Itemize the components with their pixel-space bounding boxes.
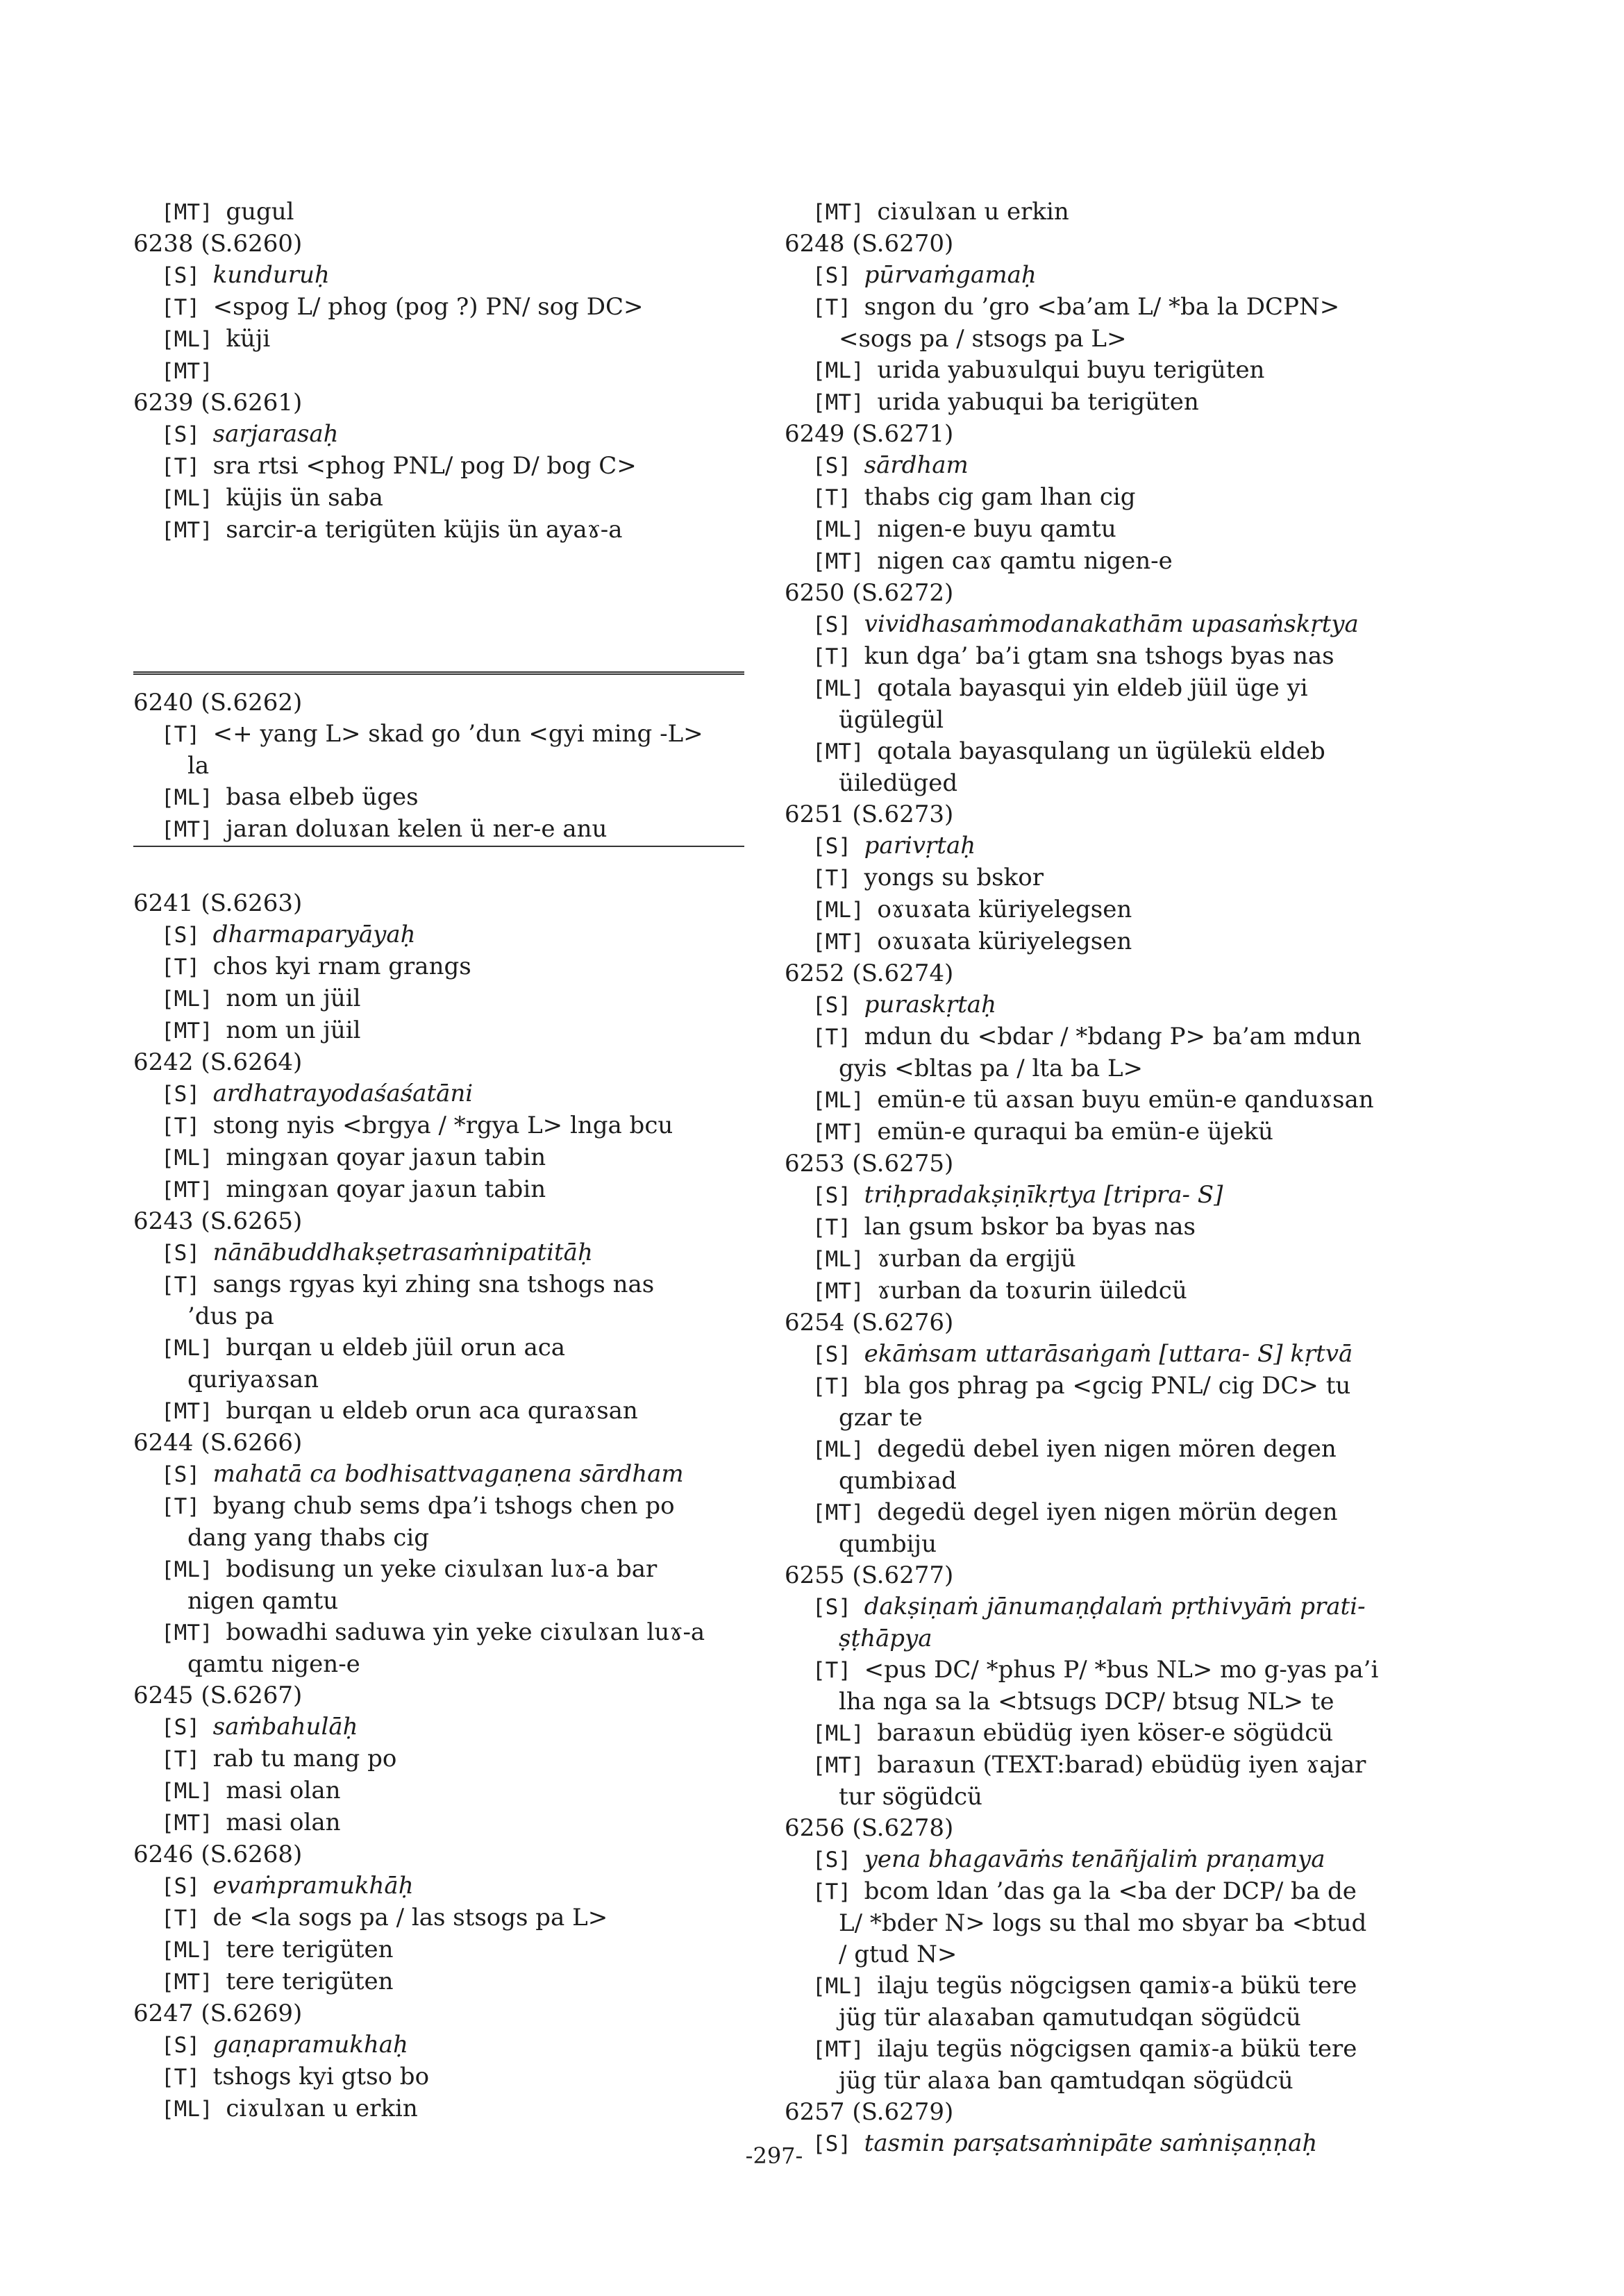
entry-text: urida yabuqui ba terigüten	[877, 388, 1199, 416]
entry-continuation	[133, 1649, 744, 1680]
entry-line	[133, 1743, 744, 1775]
entry-text: L/ *bder N> logs su thal mo sbyar ba <btud	[839, 1909, 1367, 1937]
language-tag: [ML]	[161, 486, 226, 511]
entry-text: gyis <bltas pa / lta ba L>	[839, 1055, 1144, 1082]
language-tag: [T]	[161, 722, 213, 747]
language-tag: [MT]	[812, 1279, 878, 1304]
entry-text: gzar te	[839, 1404, 923, 1432]
entry-number: 6241 (S.6263)	[133, 889, 303, 917]
language-tag: [MT]	[812, 1120, 878, 1145]
entry-text: bodisung un yeke ciɤulɤan luɤ-a bar	[226, 1555, 658, 1583]
entry-line	[133, 483, 744, 514]
language-tag: [S]	[161, 1714, 213, 1740]
language-tag: [ML]	[161, 785, 226, 810]
entry-text: gaṇapramukhaḥ	[212, 2030, 408, 2059]
entry-text: sārdham	[864, 451, 969, 479]
entry-line	[785, 989, 1427, 1021]
entry-text: baraɤun ebüdüg iyen köser-e sögüdcü	[877, 1719, 1334, 1747]
entry-text: mdun du <bdar / *bdang P> ba’am mdun	[864, 1023, 1362, 1050]
language-tag: [S]	[812, 1595, 864, 1620]
entry-line	[133, 292, 744, 324]
entry-continuation	[785, 324, 1427, 355]
entry-continuation	[785, 1908, 1427, 1939]
language-tag: [S]	[161, 922, 213, 948]
language-tag: [S]	[161, 263, 213, 288]
entry-continuation	[785, 1529, 1427, 1560]
language-tag: [S]	[161, 1081, 213, 1107]
entry-number: 6240 (S.6262)	[133, 689, 303, 717]
entry-number: 6251 (S.6273)	[785, 801, 954, 828]
entry-text: burqan u eldeb jüil orun aca	[226, 1333, 566, 1361]
language-tag: [S]	[161, 1240, 213, 1266]
entry-line	[133, 196, 744, 228]
language-tag: [T]	[161, 1905, 213, 1931]
entry-text: masi olan	[226, 1808, 341, 1836]
entry-line	[785, 1084, 1427, 1116]
entry-text: qotala bayasqui yin eldeb jüil üge yi	[877, 674, 1308, 702]
entry-number: 6242 (S.6264)	[133, 1048, 303, 1076]
entry-line	[133, 814, 744, 846]
entry-line	[133, 919, 744, 951]
language-tag: [MT]	[161, 1177, 226, 1203]
entry-text: ṣṭhāpya	[839, 1625, 932, 1652]
entry-number: 6249 (S.6271)	[785, 420, 954, 448]
entry-text: tshogs kyi gtso bo	[212, 2062, 430, 2090]
language-tag: [MT]	[161, 359, 226, 384]
language-tag: [ML]	[812, 1721, 878, 1746]
entry-line	[785, 736, 1427, 768]
language-tag: [MT]	[161, 1620, 226, 1645]
entry-text: stong nyis <brgya / *rgya L> lnga bcu	[212, 1111, 673, 1139]
language-tag: [T]	[161, 295, 213, 320]
entry-line	[133, 951, 744, 983]
entry-line	[133, 324, 744, 355]
entry-continuation	[133, 751, 744, 782]
entry-text: qumbiju	[839, 1530, 937, 1558]
entry-number: 6254 (S.6276)	[785, 1309, 954, 1336]
entry-line	[785, 1116, 1427, 1148]
language-tag: [S]	[812, 263, 864, 288]
entry-line	[785, 1371, 1427, 1402]
entry-line	[785, 260, 1427, 292]
entry-line	[785, 387, 1427, 419]
entry-line	[133, 782, 744, 814]
entry-line	[785, 514, 1427, 546]
entry-text: lan gsum bskor ba byas nas	[864, 1213, 1196, 1241]
entry-line	[133, 1459, 744, 1491]
language-tag: [MT]	[812, 1500, 878, 1525]
entry-text: emün-e tü aɤsan buyu emün-e qanduɤsan	[877, 1086, 1374, 1114]
entry-line	[133, 1775, 744, 1807]
entry-line	[785, 830, 1427, 862]
language-tag: [ML]	[161, 327, 226, 352]
entry-line	[785, 1339, 1427, 1371]
entry-text: basa elbeb üges	[226, 783, 419, 811]
language-tag: [MT]	[161, 817, 226, 842]
language-tag: [ML]	[812, 676, 878, 701]
entry-continuation	[133, 1364, 744, 1396]
entry-text: degedü debel iyen nigen mören degen	[877, 1435, 1337, 1463]
entry-text: emün-e quraqui ba emün-e üjekü	[877, 1118, 1273, 1146]
entry-continuation	[785, 2002, 1427, 2034]
entry-line	[785, 1180, 1427, 1212]
entry-text: nom un jüil	[226, 1016, 361, 1044]
language-tag: [T]	[812, 1215, 864, 1240]
entry-text: saṁbahulāḥ	[212, 1712, 358, 1741]
entry-number: 6248 (S.6270)	[785, 230, 954, 258]
language-tag: [S]	[812, 1342, 864, 1367]
entry-text: ɤurban da ergijü	[877, 1245, 1076, 1273]
entry-line	[785, 673, 1427, 705]
entry-line	[133, 514, 744, 546]
entry-line	[133, 1617, 744, 1649]
entry-line	[133, 1491, 744, 1523]
entry-line	[785, 926, 1427, 958]
entry-number: 6255 (S.6277)	[785, 1561, 954, 1589]
entry-continuation	[133, 1523, 744, 1554]
entry-line	[785, 1497, 1427, 1529]
language-tag: [MT]	[812, 2037, 878, 2062]
entry-line	[133, 355, 744, 387]
entry-line	[133, 1142, 744, 1174]
language-tag: [T]	[812, 1879, 864, 1904]
entry-text: nigen qamtu	[187, 1586, 339, 1615]
entry-line	[133, 1174, 744, 1206]
entry-line	[133, 1966, 744, 1998]
entry-text: bcom ldan ’das ga la <ba der DCP/ ba de	[864, 1877, 1357, 1905]
entry-text: küji	[226, 325, 271, 353]
entry-text: ardhatrayodaśaśatāni	[212, 1079, 474, 1107]
entry-line	[133, 1807, 744, 1839]
entry-line	[785, 2128, 1427, 2160]
entry-line	[133, 1269, 744, 1301]
entry-line	[133, 1711, 744, 1743]
entry-text: degedü degel iyen nigen mörün degen	[877, 1498, 1338, 1526]
entry-text: qumbiɤad	[839, 1467, 957, 1495]
entry-text: tasmin parṣatsaṁnipāte saṁniṣaṇṇaḥ	[864, 2129, 1318, 2157]
entry-line	[785, 2034, 1427, 2065]
entry-text: yongs su bskor	[864, 864, 1044, 891]
entry-text: dharmaparyāyaḥ	[212, 920, 416, 948]
language-tag: [T]	[812, 1374, 864, 1399]
entry-text: tere terigüten	[226, 1935, 394, 1963]
entry-number: 6244 (S.6266)	[133, 1428, 303, 1457]
language-tag: [S]	[812, 1847, 864, 1872]
entry-text: oɤuɤata küriyelegsen	[877, 896, 1132, 923]
entry-text: nigen-e buyu qamtu	[877, 515, 1116, 543]
entry-number: 6245 (S.6267)	[133, 1681, 303, 1709]
entry-line	[133, 419, 744, 451]
entry-line	[133, 1237, 744, 1269]
entry-text: üiledüged	[839, 769, 958, 797]
entry-continuation	[785, 1686, 1427, 1718]
entry-number: 6246 (S.6268)	[133, 1840, 303, 1868]
language-tag: [ML]	[161, 986, 226, 1012]
entry-line	[133, 2029, 744, 2061]
entry-line	[785, 1654, 1427, 1686]
entry-continuation	[785, 1053, 1427, 1084]
language-tag: [T]	[812, 866, 864, 891]
entry-continuation	[785, 1939, 1427, 1970]
entry-text: triḥpradakṣiṇīkṛtya [tripra- S]	[864, 1181, 1223, 1209]
entry-line	[785, 1718, 1427, 1750]
entry-text: ’dus pa	[187, 1302, 274, 1330]
language-tag: [T]	[161, 454, 213, 479]
language-tag: [ML]	[812, 898, 878, 923]
language-tag: [S]	[812, 453, 864, 478]
entry-line	[785, 355, 1427, 387]
entry-text: sarcir-a terigüten küjis ün ayaɤ-a	[226, 516, 623, 544]
language-tag: [T]	[161, 954, 213, 980]
entry-text: ciɤulɤan u erkin	[226, 2094, 418, 2122]
language-tag: [ML]	[161, 1557, 226, 1582]
language-tag: [ML]	[812, 358, 878, 383]
entry-text: quriyaɤsan	[187, 1365, 319, 1393]
entry-text: gugul	[226, 198, 294, 226]
entry-text: la	[187, 752, 210, 780]
entry-line	[785, 196, 1427, 228]
entry-line	[785, 546, 1427, 578]
entry-text: thabs cig gam lhan cig	[864, 483, 1136, 511]
entry-text: qamtu nigen-e	[187, 1650, 360, 1678]
entry-text: oɤuɤata küriyelegsen	[877, 928, 1132, 955]
language-tag: [MT]	[161, 1018, 226, 1044]
entry-text: ügülegül	[839, 706, 944, 734]
entry-text: / gtud N>	[839, 1941, 957, 1968]
language-tag: [T]	[812, 295, 864, 320]
language-tag: [ML]	[161, 1145, 226, 1171]
entry-text: parivṛtaḥ	[864, 832, 976, 860]
entry-text: ilaju tegüs nögcigsen qamiɤ-a bükü tere	[877, 2035, 1357, 2063]
entry-text: sra rtsi <phog PNL/ pog D/ bog C>	[212, 452, 637, 480]
vertical-gap	[133, 675, 744, 687]
entry-text: evaṁpramukhāḥ	[212, 1871, 414, 1900]
entry-line	[133, 1332, 744, 1364]
entry-line	[785, 609, 1427, 641]
entry-text: <pus DC/ *phus P/ *bus NL> mo g-yas pa’i	[864, 1656, 1379, 1684]
entry-text: bowadhi saduwa yin yeke ciɤulɤan luɤ-a	[226, 1618, 705, 1646]
language-tag: [S]	[161, 422, 213, 447]
entry-line	[785, 450, 1427, 482]
entry-text: baraɤun (TEXT:barad) ebüdüg iyen ɤajar	[877, 1751, 1366, 1779]
entry-text: dakṣiṇaṁ jānumaṇḍalaṁ pṛthivyāṁ prati-	[864, 1593, 1366, 1620]
language-tag: [T]	[812, 644, 864, 669]
language-tag: [MT]	[161, 1398, 226, 1424]
vertical-gap	[133, 546, 744, 671]
language-tag: [S]	[161, 1873, 213, 1899]
entry-text: ekāṁsam uttarāsaṅgaṁ [uttara- S] kṛtvā	[864, 1340, 1353, 1368]
entry-line	[785, 1970, 1427, 2002]
entry-number: 6253 (S.6275)	[785, 1150, 954, 1178]
entry-line	[785, 482, 1427, 514]
entry-text: chos kyi rnam grangs	[212, 952, 471, 980]
language-tag: [ML]	[161, 1778, 226, 1804]
entry-line	[785, 862, 1427, 894]
entry-text: <+ yang L> skad go ’dun <gyi ming -L>	[212, 720, 703, 748]
entry-line	[133, 1015, 744, 1047]
entry-line	[133, 1078, 744, 1110]
entry-text: nigen caɤ qamtu nigen-e	[877, 547, 1173, 575]
entry-line	[133, 1554, 744, 1586]
entry-line	[133, 1902, 744, 1934]
language-tag: [T]	[161, 1113, 213, 1139]
entry-line	[133, 1110, 744, 1142]
left-column	[133, 196, 744, 2125]
entry-text: yena bhagavāṁs tenāñjaliṁ praṇamya	[864, 1845, 1325, 1873]
entry-text: burqan u eldeb orun aca quraɤsan	[226, 1396, 638, 1425]
language-tag: [T]	[812, 485, 864, 510]
language-tag: [MT]	[812, 549, 878, 574]
entry-text: lha nga sa la <btsugs DCP/ btsug NL> te	[839, 1688, 1334, 1716]
entry-text: rab tu mang po	[212, 1744, 397, 1773]
entry-line	[785, 1021, 1427, 1053]
entry-line	[785, 1750, 1427, 1782]
entry-text: <spog L/ phog (pog ?) PN/ sog DC>	[212, 293, 644, 321]
entry-line	[785, 1434, 1427, 1466]
entry-text: tur sögüdcü	[839, 1783, 982, 1811]
entry-text: byang chub sems dpa’i tshogs chen po	[212, 1491, 675, 1520]
language-tag: [ML]	[161, 1937, 226, 1963]
entry-text: jaran doluɤan kelen ü ner-e anu	[226, 815, 608, 843]
entry-text: vividhasaṁmodanakathām upasaṁskṛtya	[864, 610, 1359, 638]
entry-text: ciɤulɤan u erkin	[877, 198, 1069, 226]
language-tag: [T]	[161, 1272, 213, 1298]
entry-text: sarjarasaḥ	[212, 420, 339, 448]
entry-text: masi olan	[226, 1776, 341, 1804]
entry-line	[785, 641, 1427, 673]
entry-text: jüg tür alaɤaban qamutudqan sögüdcü	[839, 2004, 1301, 2031]
entry-continuation	[785, 1466, 1427, 1497]
language-tag: [MT]	[812, 1753, 878, 1778]
entry-text: sngon du ’gro <ba’am L/ *ba la DCPN>	[864, 293, 1340, 321]
entry-line	[785, 1876, 1427, 1908]
language-tag: [MT]	[812, 390, 878, 415]
entry-text: kun dga’ ba’i gtam sna tshogs byas nas	[864, 642, 1334, 670]
language-tag: [ML]	[812, 517, 878, 542]
language-tag: [S]	[161, 2032, 213, 2058]
language-tag: [ML]	[161, 1335, 226, 1361]
entry-text: nānābuddhakṣetrasaṁnipatitāḥ	[212, 1238, 593, 1266]
entry-continuation	[785, 1782, 1427, 1813]
language-tag: [T]	[812, 1025, 864, 1050]
entry-line	[133, 2061, 744, 2093]
entry-text: de <la sogs pa / las stsogs pa L>	[212, 1903, 608, 1932]
entry-line	[785, 1275, 1427, 1307]
entry-text: qotala bayasqulang un ügülekü eldeb	[877, 737, 1325, 765]
entry-text: mingɤan qoyar jaɤun tabin	[226, 1175, 546, 1203]
right-column	[785, 196, 1427, 2160]
entry-text: mingɤan qoyar jaɤun tabin	[226, 1143, 546, 1171]
language-tag: [ML]	[812, 1088, 878, 1113]
entry-text: ɤurban da toɤurin üiledcü	[877, 1277, 1187, 1305]
entry-number: 6256 (S.6278)	[785, 1814, 954, 1842]
entry-line	[785, 894, 1427, 926]
page-number: -297-	[745, 2143, 803, 2169]
entry-line	[133, 719, 744, 751]
entry-text: küjis ün saba	[226, 484, 383, 512]
entry-text: urida yabuɤulqui buyu terigüten	[877, 356, 1265, 384]
entry-text: nom un jüil	[226, 984, 361, 1012]
entry-line	[133, 1934, 744, 1966]
entry-text: ilaju tegüs nögcigsen qamiɤ-a bükü tere	[877, 1972, 1357, 2000]
entry-number: 6257 (S.6279)	[785, 2098, 954, 2126]
language-tag: [MT]	[161, 518, 226, 543]
entry-line	[785, 1591, 1427, 1623]
language-tag: [S]	[812, 834, 864, 859]
language-tag: [S]	[161, 1461, 213, 1487]
entry-continuation	[785, 768, 1427, 799]
entry-text: puraskṛtaḥ	[864, 991, 996, 1019]
entry-text: sangs rgyas kyi zhing sna tshogs nas	[212, 1270, 655, 1298]
language-tag: [ML]	[812, 1247, 878, 1272]
entry-continuation	[133, 1586, 744, 1617]
entry-line	[133, 983, 744, 1015]
entry-text: dang yang thabs cig	[187, 1523, 429, 1552]
entry-text: mahatā ca bodhisattvagaṇena sārdham	[212, 1459, 684, 1488]
entry-number: 6247 (S.6269)	[133, 1999, 303, 2027]
entry-line	[133, 260, 744, 292]
entry-number: 6243 (S.6265)	[133, 1207, 303, 1235]
entry-continuation	[785, 705, 1427, 736]
language-tag: [S]	[812, 993, 864, 1018]
entry-text: bla gos phrag pa <gcig PNL/ cig DC> tu	[864, 1372, 1351, 1400]
entry-line	[133, 1870, 744, 1902]
language-tag: [S]	[812, 1183, 864, 1208]
entry-number: 6250 (S.6272)	[785, 579, 954, 607]
entry-line	[785, 1212, 1427, 1243]
language-tag: [MT]	[161, 1810, 226, 1836]
language-tag: [T]	[812, 1658, 864, 1683]
entry-text: jüg tür alaɤa ban qamtudqan sögüdcü	[839, 2067, 1294, 2095]
language-tag: [T]	[161, 1493, 213, 1519]
language-tag: [MT]	[161, 200, 226, 225]
entry-text: <sogs pa / stsogs pa L>	[839, 325, 1127, 353]
entry-line	[133, 1396, 744, 1427]
language-tag: [MT]	[812, 200, 878, 225]
entry-continuation	[785, 1623, 1427, 1654]
entry-text: kunduruḥ	[212, 261, 330, 289]
language-tag: [MT]	[812, 930, 878, 955]
entry-continuation	[133, 1301, 744, 1332]
entry-continuation	[785, 1402, 1427, 1434]
entry-text: tere terigüten	[226, 1967, 394, 1995]
entry-line	[785, 1844, 1427, 1876]
entry-number: 6238 (S.6260)	[133, 230, 303, 258]
language-tag: [MT]	[161, 1969, 226, 1995]
language-tag: [ML]	[812, 1974, 878, 1999]
language-tag: [S]	[812, 2131, 864, 2156]
language-tag: [MT]	[812, 739, 878, 764]
language-tag: [T]	[161, 2064, 213, 2090]
vertical-gap	[133, 847, 744, 888]
entry-number: 6239 (S.6261)	[133, 389, 303, 417]
entry-text: pūrvaṁgamaḥ	[864, 261, 1037, 289]
entry-line	[133, 2093, 744, 2125]
language-tag: [ML]	[812, 1437, 878, 1462]
entry-line	[785, 292, 1427, 324]
language-tag: [S]	[812, 612, 864, 637]
entry-number: 6252 (S.6274)	[785, 960, 954, 987]
entry-line	[785, 1243, 1427, 1275]
entry-line	[133, 451, 744, 483]
language-tag: [ML]	[161, 2096, 226, 2122]
language-tag: [T]	[161, 1746, 213, 1772]
entry-continuation	[785, 2065, 1427, 2097]
